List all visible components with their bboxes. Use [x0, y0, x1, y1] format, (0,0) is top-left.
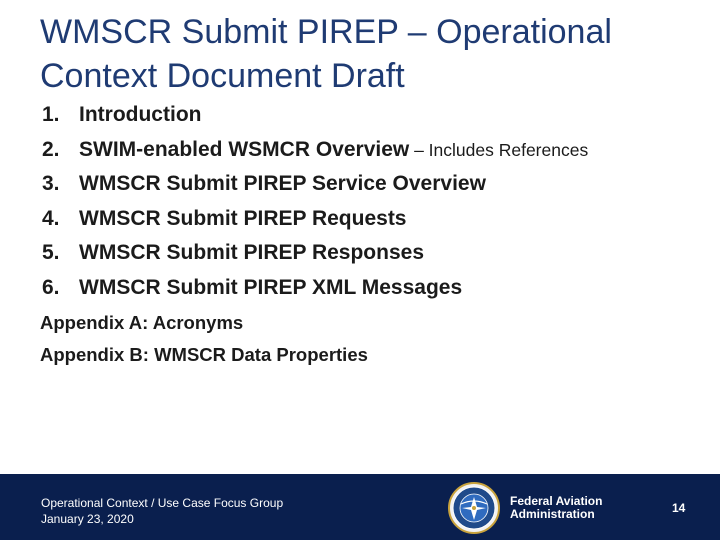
- toc-appendix-b: Appendix B: WMSCR Data Properties: [40, 344, 368, 365]
- toc-item-label: WMSCR Submit PIREP Responses: [79, 241, 425, 264]
- table-of-contents: [40, 98, 710, 371]
- toc-item-text: [79, 236, 424, 271]
- toc-item-label: Introduction: [79, 103, 202, 126]
- toc-item-text: [79, 202, 407, 237]
- toc-appendix-a: Appendix A: Acronyms: [40, 312, 244, 333]
- slide-footer: [0, 474, 720, 540]
- toc-item-number: 5.: [42, 241, 60, 264]
- toc-item-number: 1.: [42, 103, 60, 126]
- footer-group: Operational Context / Use Case Focus Group: [41, 496, 284, 510]
- toc-item-text: [79, 133, 588, 168]
- toc-item: [40, 236, 710, 271]
- toc-item-label: SWIM-enabled WSMCR Overview: [79, 137, 410, 161]
- toc-item-number: 2.: [42, 137, 60, 161]
- toc-item-label: WMSCR Submit PIREP Requests: [79, 206, 407, 230]
- faa-name-line2: Administration: [510, 506, 595, 521]
- toc-item: [40, 271, 710, 306]
- toc-item-note: – Includes References: [409, 139, 589, 160]
- footer-meta: [41, 495, 283, 527]
- toc-item-number: 6.: [42, 275, 60, 299]
- slide-title: WMSCR Submit PIREP – Operational Context Document Draft: [40, 13, 612, 95]
- toc-item-label: WMSCR Submit PIREP XML Messages: [79, 275, 463, 299]
- toc-item: [40, 98, 710, 133]
- toc-item-text: [79, 98, 201, 133]
- faa-seal-icon: [448, 482, 500, 534]
- toc-item-text: [79, 271, 462, 306]
- page-number: 14: [672, 501, 686, 515]
- toc-item: [40, 167, 710, 202]
- toc-item: [40, 133, 710, 168]
- faa-name: [510, 495, 602, 520]
- toc-item-text: [79, 167, 486, 202]
- footer-date: January 23, 2020: [41, 512, 134, 526]
- faa-name-line1: Federal Aviation: [510, 494, 603, 508]
- toc-item-number: 4.: [42, 206, 60, 230]
- toc-item: [40, 202, 710, 237]
- toc-item-number: 3.: [42, 172, 60, 195]
- toc-item-label: WMSCR Submit PIREP Service Overview: [79, 172, 486, 195]
